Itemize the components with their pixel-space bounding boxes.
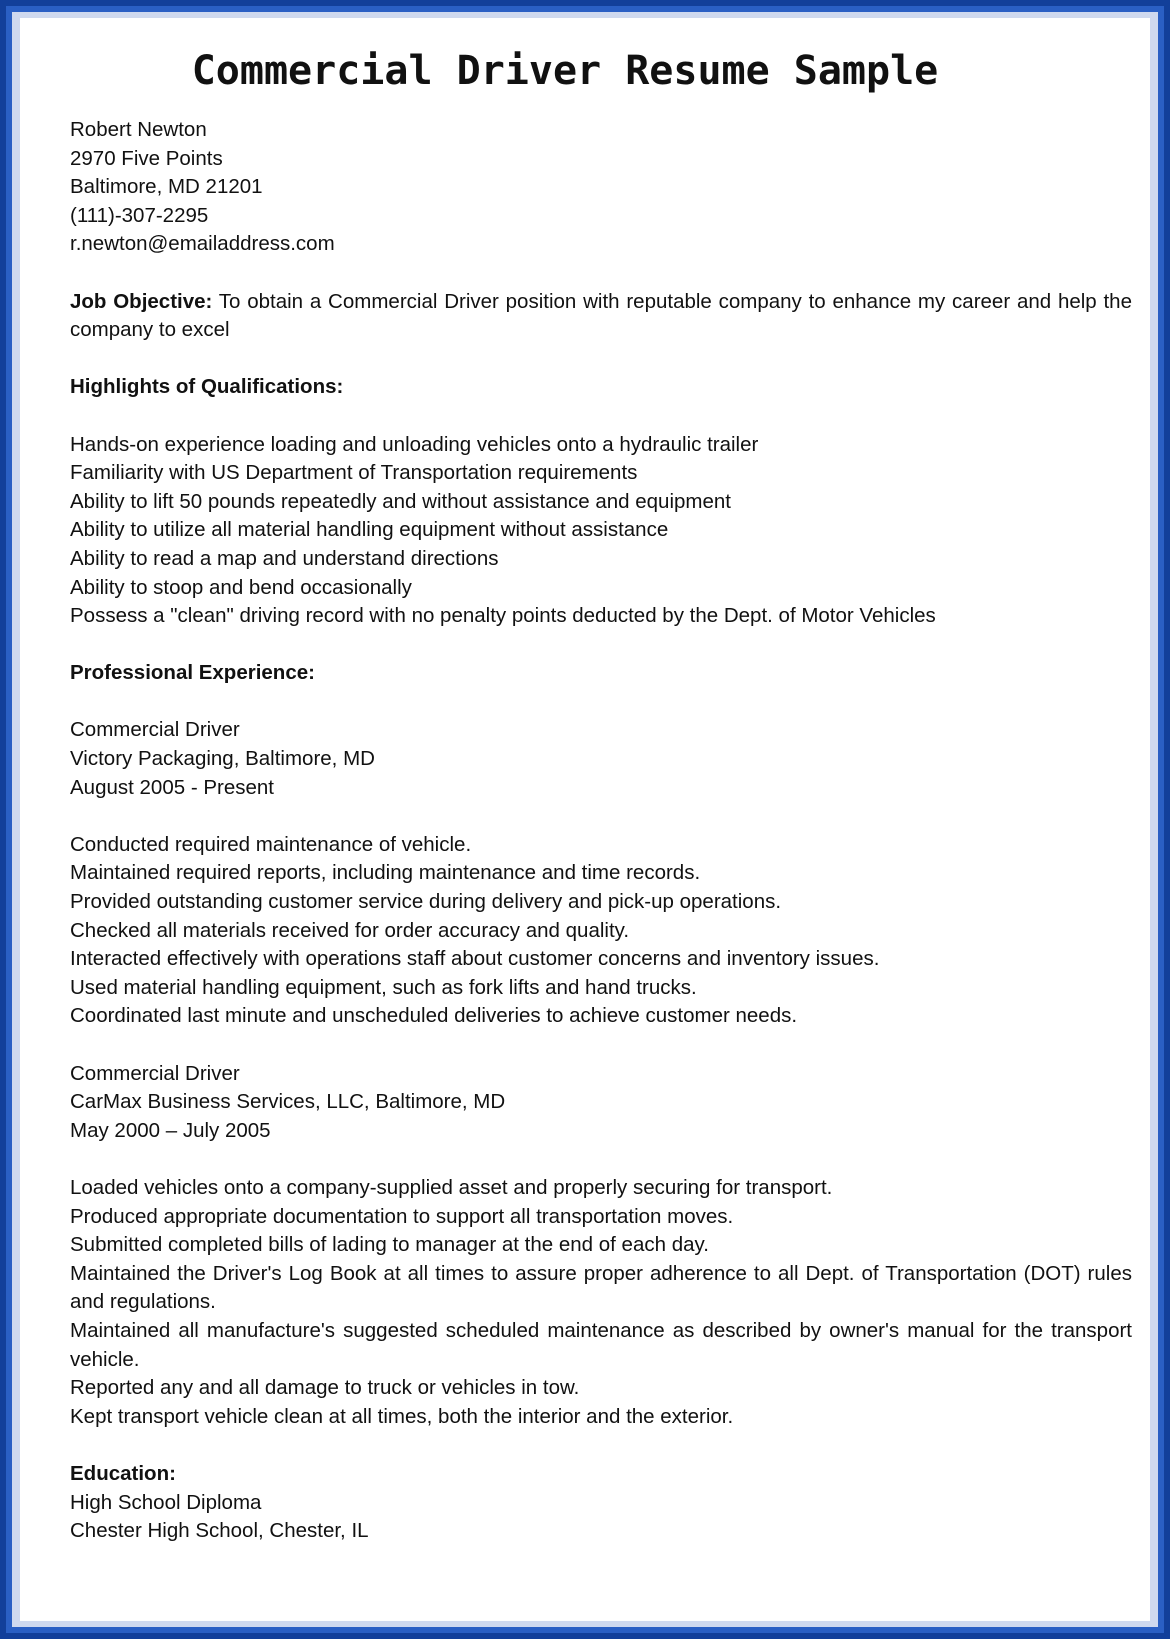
job-dates: May 2000 – July 2005 bbox=[70, 1118, 271, 1142]
education-heading: Education: bbox=[70, 1461, 176, 1485]
spacer bbox=[70, 631, 1140, 660]
list-item: Kept transport vehicle clean at all times, both the interior and the exterior. bbox=[70, 1404, 734, 1428]
resume-page bbox=[20, 18, 1150, 1621]
spacer bbox=[70, 1431, 1140, 1460]
spacer bbox=[70, 1031, 1140, 1060]
job-objective bbox=[70, 288, 1132, 345]
list-item: Ability to lift 50 pounds repeatedly and without assistance and equipment bbox=[70, 489, 731, 513]
list-item: Reported any and all damage to truck or vehicles in tow. bbox=[70, 1376, 580, 1400]
job-dates: August 2005 - Present bbox=[70, 775, 274, 799]
list-item: Produced appropriate documentation to support all transportation moves. bbox=[70, 1204, 734, 1228]
qualifications-heading: Highlights of Qualifications: bbox=[70, 375, 344, 399]
contact-email: r.newton@emailaddress.com bbox=[70, 232, 335, 256]
job-company: Victory Packaging, Baltimore, MD bbox=[70, 747, 375, 771]
spacer bbox=[70, 1145, 1140, 1174]
list-item: Ability to read a map and understand directions bbox=[70, 546, 499, 570]
spacer bbox=[70, 802, 1140, 831]
spacer bbox=[70, 345, 1140, 374]
resume-content bbox=[70, 116, 1140, 1546]
list-item: Loaded vehicles onto a company-supplied asset and properly securing for transport. bbox=[70, 1175, 833, 1199]
job-company: CarMax Business Services, LLC, Baltimore, MD bbox=[70, 1090, 506, 1114]
job-title: Commercial Driver bbox=[70, 718, 240, 742]
list-item: Familiarity with US Department of Transportation requirements bbox=[70, 461, 638, 485]
list-item: Checked all materials received for order accuracy and quality. bbox=[70, 918, 630, 942]
list-item: Coordinated last minute and unscheduled deliveries to achieve customer needs. bbox=[70, 1004, 798, 1028]
list-item: Maintained all manufacture's suggested scheduled maintenance as described by owner's manual for the transport vehicle. bbox=[70, 1318, 1132, 1371]
list-item: Submitted completed bills of lading to manager at the end of each day. bbox=[70, 1233, 709, 1257]
list-item: Ability to utilize all material handling equipment without assistance bbox=[70, 518, 669, 542]
list-item: Interacted effectively with operations staff about customer concerns and inventory issues. bbox=[70, 947, 880, 971]
job-entry bbox=[70, 1060, 1140, 1432]
spacer bbox=[70, 402, 1140, 431]
spacer bbox=[70, 688, 1140, 717]
list-item: Ability to stoop and bend occasionally bbox=[70, 575, 412, 599]
list-item: Possess a "clean" driving record with no penalty points deducted by the Dept. of Motor Vehicles bbox=[70, 604, 936, 628]
objective-label: Job Objective: bbox=[70, 289, 213, 313]
education-school: Chester High School, Chester, IL bbox=[70, 1519, 369, 1543]
job-entry bbox=[70, 716, 1140, 1031]
objective-text: To obtain a Commercial Driver position with reputable company to enhance my career and help the company to excel bbox=[70, 289, 1132, 342]
list-item: Conducted required maintenance of vehicle. bbox=[70, 832, 472, 856]
page-title: Commercial Driver Resume Sample bbox=[191, 48, 939, 94]
contact-block bbox=[70, 116, 1140, 259]
contact-name: Robert Newton bbox=[70, 118, 207, 141]
contact-street: 2970 Five Points bbox=[70, 146, 223, 170]
spacer bbox=[70, 259, 1140, 288]
job-title: Commercial Driver bbox=[70, 1061, 240, 1085]
list-item: Hands-on experience loading and unloading vehicles onto a hydraulic trailer bbox=[70, 432, 759, 456]
list-item: Used material handling equipment, such as fork lifts and hand trucks. bbox=[70, 975, 697, 999]
list-item: Maintained required reports, including maintenance and time records. bbox=[70, 861, 701, 885]
list-item: Maintained the Driver's Log Book at all times to assure proper adherence to all Dept. of Transportation (DOT) rules and regulations. bbox=[70, 1261, 1132, 1314]
contact-phone: (111)-307-2295 bbox=[70, 203, 209, 227]
experience-heading: Professional Experience: bbox=[70, 661, 315, 685]
list-item: Provided outstanding customer service during delivery and pick-up operations. bbox=[70, 890, 782, 914]
contact-city: Baltimore, MD 21201 bbox=[70, 175, 263, 199]
qualifications-list bbox=[70, 431, 1140, 631]
education-degree: High School Diploma bbox=[70, 1490, 262, 1514]
